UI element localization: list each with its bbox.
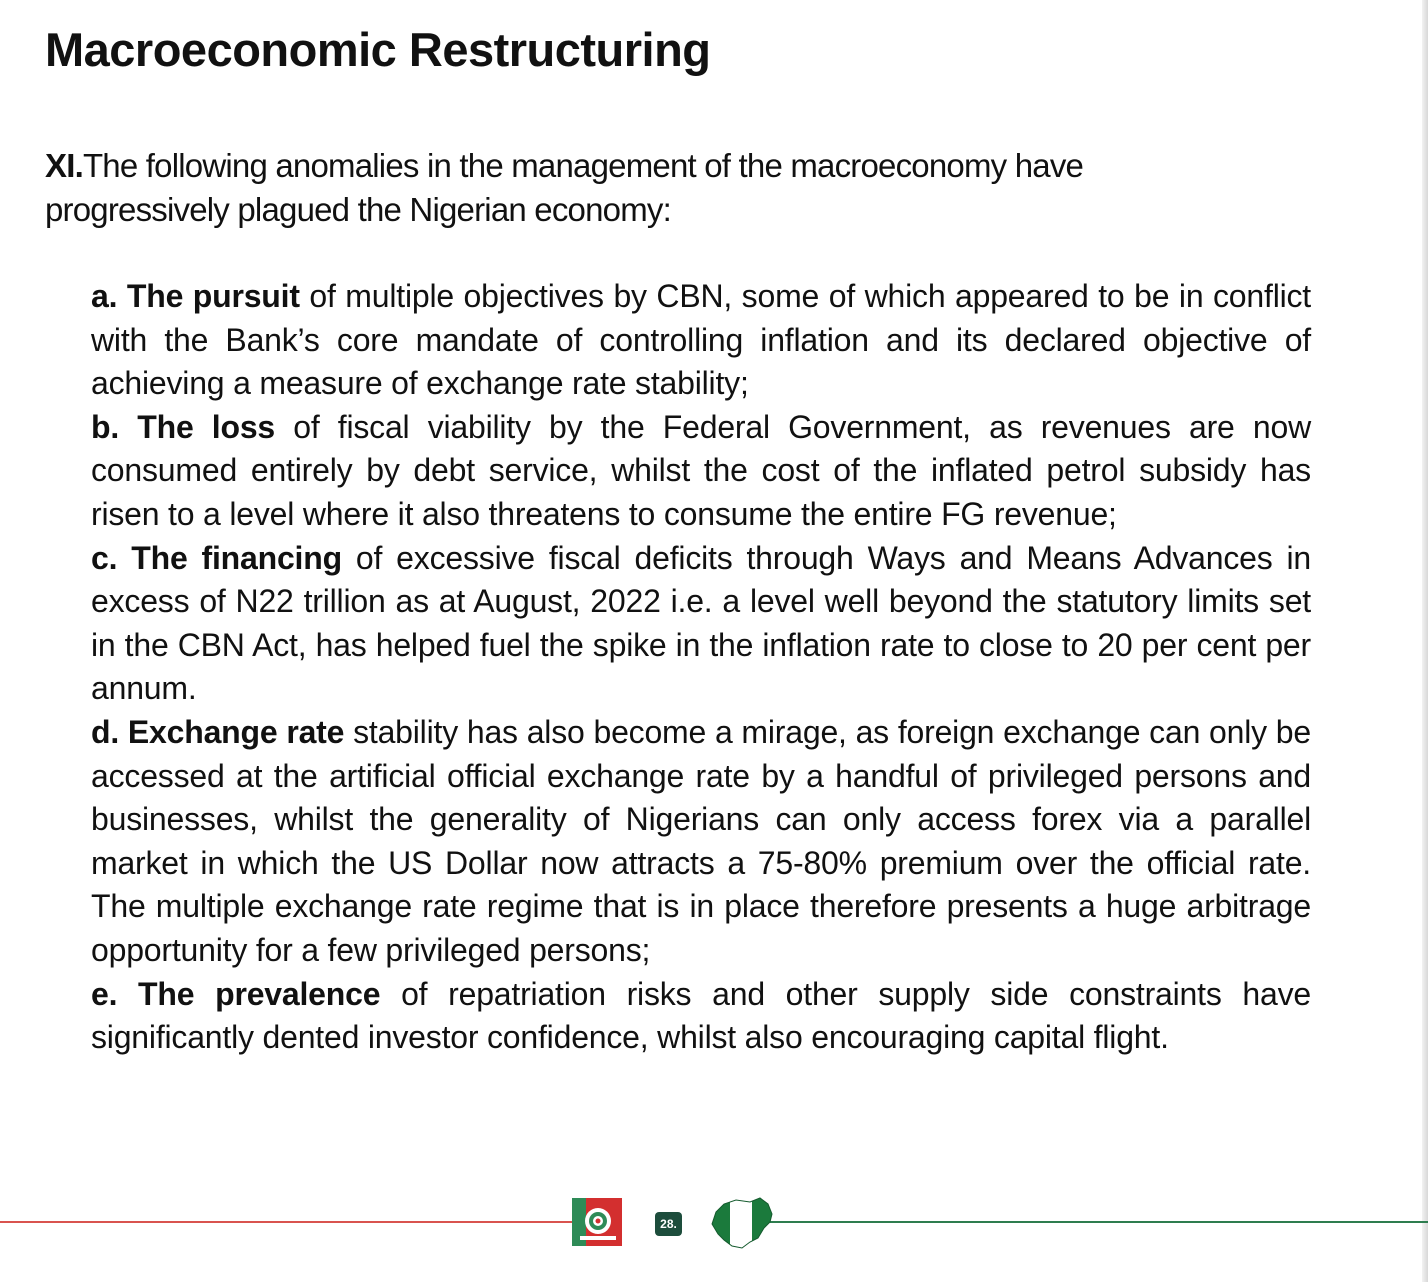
item-lead: c. The financing [91,539,342,576]
list-item [91,973,1311,1060]
item-lead: e. The prevalence [91,975,381,1012]
item-text: of fiscal viability by the Federal Government, as revenues are now consumed entirely by debt service, whilst the cost of the inflated petrol subsidy has risen to a level where it also threatens to consume the entire FG revenue; [91,408,1311,532]
intro-paragraph [45,144,1275,232]
item-text: of multiple objectives by CBN, some of which appeared to be in conflict with the Bank’s core mandate of controlling inflation and its declared objective of achieving a measure of exchange rate stability; [91,278,1311,402]
page-edge-shadow [1422,0,1428,1282]
item-text: of repatriation risks and other supply side constraints have significantly dented investor confidence, whilst also encouraging capital flight. [91,975,1311,1056]
page-footer [0,1190,1428,1260]
intro-text: The following anomalies in the management of the macroeconomy have progressively plagued the Nigerian economy: [45,147,1084,228]
page-title: Macroeconomic Restructuring [45,23,711,76]
list-item [91,275,1311,406]
list-item [91,711,1311,973]
item-text: stability has also become a mirage, as foreign exchange can only be accessed at the artificial official exchange rate by a handful of privileged persons and businesses, whilst the generality of Nigerians can only access forex via a parallel market in which the US Dollar now attracts a 75-80% premium over the official rate. The multiple exchange rate regime that is in place therefore presents a huge arbitrage opportunity for a few privileged persons; [91,713,1311,968]
footer-line-green [770,1221,1428,1223]
page-number-badge: 28. [655,1212,682,1236]
footer-line-red [0,1221,572,1223]
nigeria-map-icon [706,1194,778,1252]
list-item [91,537,1311,711]
list-item [91,406,1311,537]
item-lead: b. The loss [91,408,276,445]
party-logo-icon [572,1198,622,1246]
item-text: of excessive fiscal deficits through Ways and Means Advances in excess of N22 trillion as at August, 2022 i.e. a level well beyond the statutory limits set in the CBN Act, has helped fuel the spike in the inflation rate to close to 20 per cent per annum. [91,539,1311,707]
anomalies-list [91,275,1311,1060]
item-lead: d. Exchange rate [91,713,345,750]
item-lead: a. The pursuit [91,278,300,314]
section-number: XI. [45,147,83,184]
